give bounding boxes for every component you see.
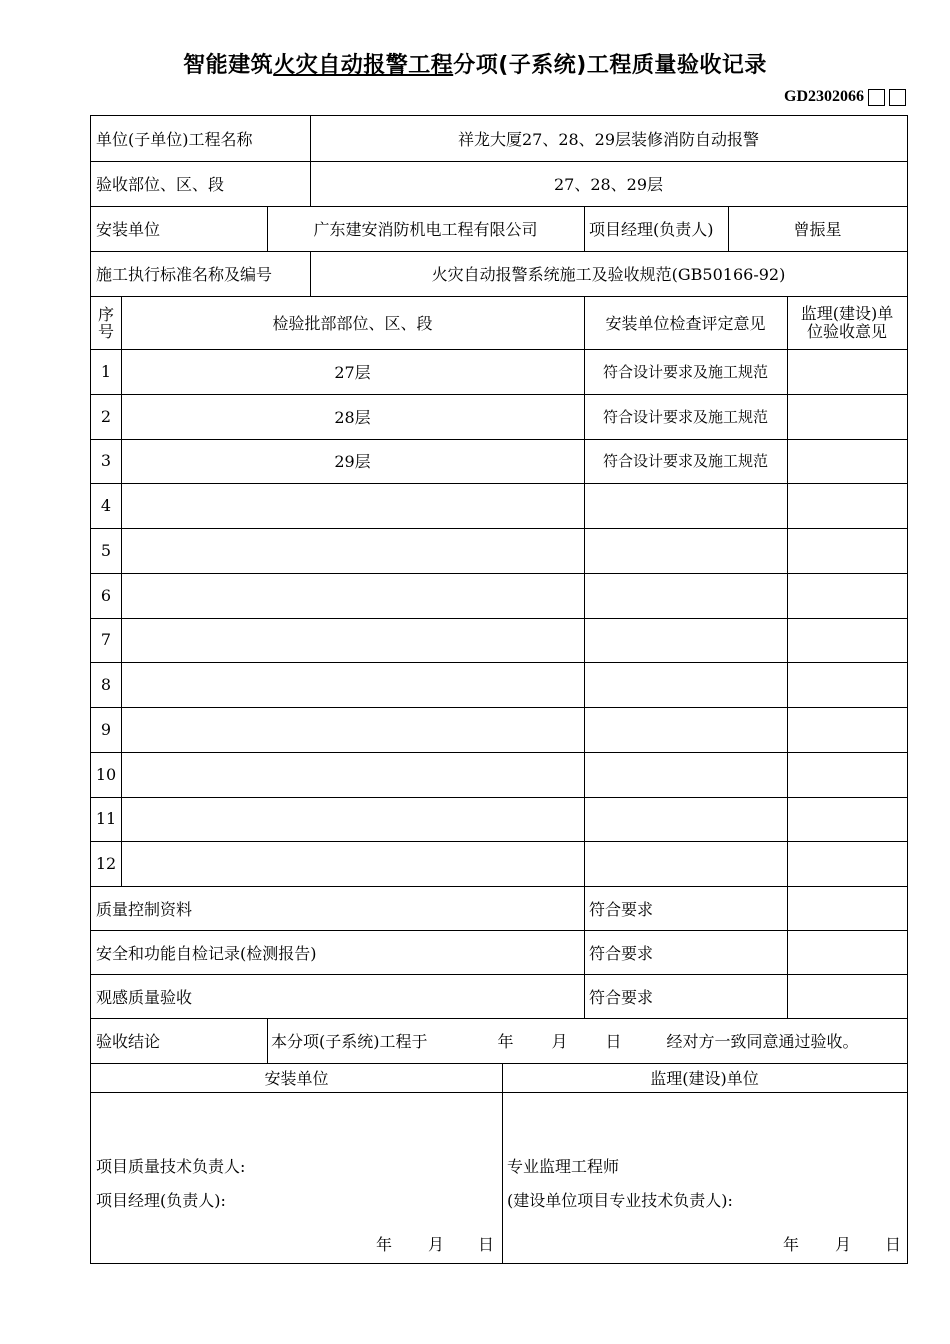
- row-number: 7: [100, 630, 112, 650]
- conclusion-year: 年: [497, 1032, 514, 1051]
- row-number: 3: [100, 451, 112, 471]
- manager-label: 项目经理(负责人): [589, 220, 714, 239]
- supervisor-tech-lead: (建设单位项目专业技术负责人):: [507, 1190, 733, 1210]
- row-number: 8: [100, 675, 112, 695]
- row-part: [121, 797, 584, 842]
- h-rule: [91, 206, 907, 207]
- row-part: 27层: [334, 362, 371, 382]
- row-number: 11: [95, 809, 117, 829]
- v-rule: [267, 206, 268, 251]
- row-number: 9: [100, 719, 112, 739]
- row-supervise-opinion: [787, 528, 907, 573]
- code-box-2[interactable]: [889, 89, 906, 106]
- supervisor-date-month: 月: [835, 1234, 852, 1254]
- row-number: 4: [100, 496, 112, 516]
- row-part: [121, 618, 584, 663]
- col-header-part: 检验批部部位、区、段: [272, 314, 433, 333]
- manager-value: 曾振星: [793, 220, 842, 239]
- h-rule: [91, 573, 907, 574]
- supervisor-date: [783, 1230, 907, 1256]
- h-rule: [91, 618, 907, 619]
- project-name-value: 祥龙大厦27、28、29层装修消防自动报警: [457, 130, 760, 149]
- row-part: [121, 662, 584, 707]
- row-part: [121, 707, 584, 752]
- row-supervise-opinion: [787, 439, 907, 484]
- row-install-opinion: 符合设计要求及施工规范: [602, 452, 768, 471]
- v-rule: [121, 296, 122, 886]
- row-number: 5: [100, 540, 112, 560]
- row-install-opinion: 符合设计要求及施工规范: [602, 407, 768, 426]
- row-number: 10: [95, 764, 117, 784]
- conclusion-label: 验收结论: [96, 1032, 161, 1051]
- row-install-opinion: [584, 618, 787, 663]
- row-supervise-opinion: [787, 394, 907, 439]
- conclusion-month: 月: [551, 1032, 568, 1051]
- conclusion-day: 日: [605, 1032, 622, 1051]
- installer-date-year: 年: [376, 1234, 393, 1254]
- standard-label: 施工执行标准名称及编号: [96, 265, 273, 284]
- row-part: [121, 483, 584, 528]
- row-install-opinion: [584, 707, 787, 752]
- h-rule: [91, 1063, 907, 1064]
- supervisor-date-year: 年: [783, 1234, 800, 1254]
- h-rule: [91, 1092, 907, 1093]
- row-install-opinion: [584, 797, 787, 842]
- row-part: [121, 841, 584, 886]
- row-supervise-opinion: [787, 841, 907, 886]
- installer-date: [376, 1230, 502, 1256]
- row-install-opinion: [584, 841, 787, 886]
- row-supervise-opinion: [787, 483, 907, 528]
- v-rule: [310, 251, 311, 296]
- h-rule: [91, 394, 907, 395]
- check-value: 符合要求: [589, 943, 654, 963]
- row-install-opinion: [584, 662, 787, 707]
- row-supervise-opinion: [787, 618, 907, 663]
- v-rule: [787, 296, 788, 1018]
- installer-quality-lead: 项目质量技术负责人:: [96, 1156, 246, 1176]
- row-part: [121, 752, 584, 797]
- col-header-supervise: 监理(建设)单位验收意见: [800, 303, 894, 341]
- v-rule: [728, 206, 729, 251]
- check-value: 符合要求: [589, 987, 654, 1007]
- title-suffix: 分项(子系统)工程质量验收记录: [453, 53, 767, 78]
- v-rule: [584, 206, 585, 251]
- h-rule: [91, 251, 907, 252]
- supervisor-engineer: 专业监理工程师: [507, 1156, 620, 1176]
- form-code: [784, 88, 906, 106]
- signoff-supervisor-heading: 监理(建设)单位: [650, 1069, 759, 1088]
- row-part: 29层: [334, 452, 371, 472]
- col-header-install: 安装单位检查评定意见: [605, 314, 766, 333]
- conclusion-text: [267, 1018, 907, 1063]
- acceptance-form: [90, 115, 908, 1264]
- page-title: [0, 48, 950, 79]
- check-label: 安全和功能自检记录(检测报告): [96, 943, 317, 963]
- conclusion-pre: 本分项(子系统)工程于: [271, 1032, 428, 1051]
- h-rule: [91, 841, 907, 842]
- installer-date-month: 月: [428, 1234, 445, 1254]
- h-rule: [91, 349, 907, 350]
- supervisor-date-day: 日: [885, 1234, 902, 1254]
- row-part: [121, 573, 584, 618]
- installer-value: 广东建安消防机电工程有限公司: [313, 220, 538, 239]
- h-rule: [91, 1018, 907, 1019]
- area-value: 27、28、29层: [553, 175, 664, 194]
- installer-label: 安装单位: [96, 220, 161, 239]
- v-rule: [584, 296, 585, 1018]
- h-rule: [91, 974, 907, 975]
- title-prefix: 智能建筑: [183, 53, 274, 78]
- v-rule: [310, 116, 311, 161]
- installer-date-day: 日: [478, 1234, 495, 1254]
- row-part: [121, 528, 584, 573]
- title-subsystem: 火灾自动报警工程: [273, 53, 454, 78]
- h-rule: [91, 161, 907, 162]
- form-code-text: GD2302066: [784, 88, 864, 105]
- h-rule: [91, 439, 907, 440]
- area-label: 验收部位、区、段: [96, 175, 225, 194]
- row-part: 28层: [334, 407, 371, 427]
- h-rule: [91, 296, 907, 297]
- check-label: 质量控制资料: [96, 899, 193, 919]
- check-value: 符合要求: [589, 899, 654, 919]
- h-rule: [91, 930, 907, 931]
- row-supervise-opinion: [787, 349, 907, 394]
- h-rule: [91, 886, 907, 887]
- v-rule: [502, 1063, 503, 1263]
- row-number: 6: [100, 585, 112, 605]
- row-install-opinion: [584, 752, 787, 797]
- v-rule: [267, 1018, 268, 1063]
- row-supervise-opinion: [787, 707, 907, 752]
- row-supervise-opinion: [787, 752, 907, 797]
- code-box-1[interactable]: [868, 89, 885, 106]
- h-rule: [91, 797, 907, 798]
- row-number: 12: [95, 854, 117, 874]
- h-rule: [91, 752, 907, 753]
- row-supervise-opinion: [787, 662, 907, 707]
- row-number: 1: [100, 361, 112, 381]
- signoff-installer-heading: 安装单位: [264, 1069, 329, 1088]
- check-label: 观感质量验收: [96, 987, 193, 1007]
- row-install-opinion: [584, 483, 787, 528]
- row-install-opinion: [584, 573, 787, 618]
- installer-manager: 项目经理(负责人):: [96, 1190, 226, 1210]
- project-name-label: 单位(子单位)工程名称: [96, 130, 253, 149]
- col-header-no: 序号: [97, 304, 114, 341]
- conclusion-post: 经对方一致同意通过验收。: [666, 1032, 859, 1051]
- h-rule: [91, 707, 907, 708]
- row-install-opinion: [584, 528, 787, 573]
- h-rule: [91, 662, 907, 663]
- row-number: 2: [100, 406, 112, 426]
- h-rule: [91, 483, 907, 484]
- row-supervise-opinion: [787, 797, 907, 842]
- h-rule: [91, 528, 907, 529]
- row-supervise-opinion: [787, 573, 907, 618]
- row-install-opinion: 符合设计要求及施工规范: [602, 362, 768, 381]
- standard-value: 火灾自动报警系统施工及验收规范(GB50166-92): [431, 265, 786, 284]
- v-rule: [310, 161, 311, 206]
